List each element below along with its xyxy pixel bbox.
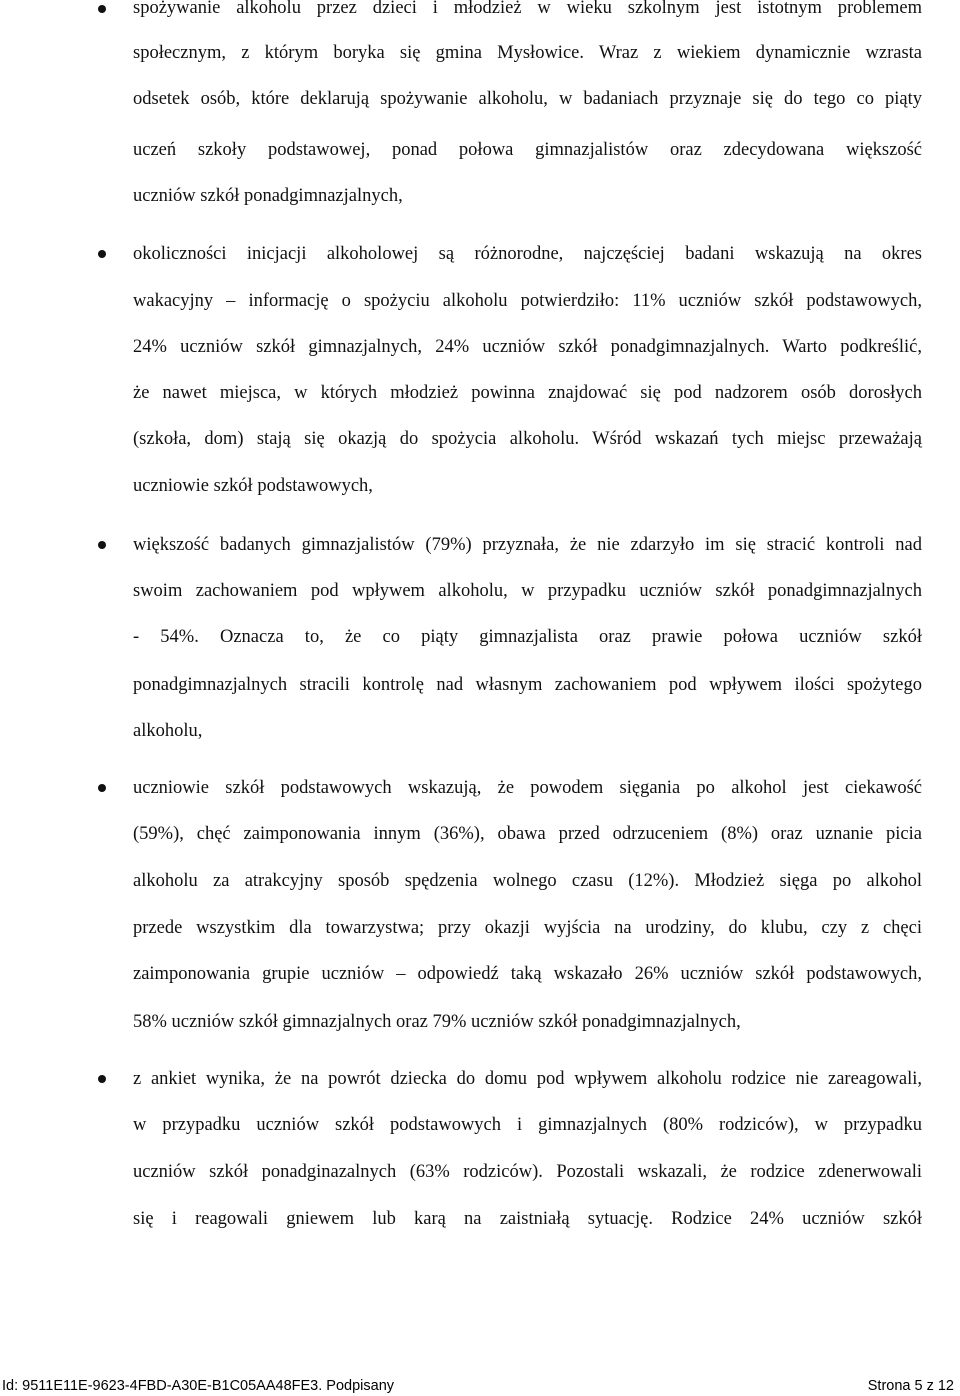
paragraph-line: społecznym, z którym boryka się gmina Mysłowice. Wraz z wiekiem dynamicznie wzrasta <box>133 43 922 63</box>
paragraph-line: okoliczności inicjacji alkoholowej są różnorodne, najczęściej badani wskazują na okres <box>133 244 922 264</box>
paragraph-line: przede wszystkim dla towarzystwa; przy okazji wyjścia na urodziny, do klubu, czy z chęci <box>133 918 922 938</box>
paragraph-line: ponadgimnazjalnych stracili kontrolę nad własnym zachowaniem pod wpływem ilości spożytego <box>133 675 922 695</box>
paragraph-line: alkoholu za atrakcyjny sposób spędzenia wolnego czasu (12%). Młodzież sięga po alkohol <box>133 871 922 891</box>
document-id: Id: 9511E11E-9623-4FBD-A30E-B1C05AA48FE3. Podpisany <box>2 1378 395 1394</box>
paragraph-line: że nawet miejsca, w których młodzież powinna znajdować się pod nadzorem osób dorosłych <box>133 383 922 403</box>
bullet-icon <box>98 250 106 258</box>
page-footer <box>0 1376 960 1396</box>
bullet-icon <box>98 1075 106 1083</box>
paragraph-line: - 54%. Oznacza to, że co piąty gimnazjalista oraz prawie połowa uczniów szkół <box>133 627 922 647</box>
paragraph-line: się i reagowali gniewem lub karą na zaistniałą sytuację. Rodzice 24% uczniów szkół <box>133 1209 922 1229</box>
paragraph-line: (szkoła, dom) stają się okazją do spożycia alkoholu. Wśród wskazań tych miejsc przeważają <box>133 429 922 449</box>
paragraph-line: uczniowie szkół podstawowych wskazują, że powodem sięgania po alkohol jest ciekawość <box>133 778 922 798</box>
bullet-icon <box>98 5 106 13</box>
paragraph-line: w przypadku uczniów szkół podstawowych i gimnazjalnych (80% rodziców), w przypadku <box>133 1115 922 1135</box>
paragraph-line: zaimponowania grupie uczniów – odpowiedź taką wskazało 26% uczniów szkół podstawowych, <box>133 964 922 984</box>
paragraph-line: odsetek osób, które deklarują spożywanie alkoholu, w badaniach przyznaje się do tego co piąty <box>133 89 922 109</box>
paragraph-line: swoim zachowaniem pod wpływem alkoholu, w przypadku uczniów szkół ponadgimnazjalnych <box>133 581 922 601</box>
paragraph-line: 58% uczniów szkół gimnazjalnych oraz 79% uczniów szkół ponadgimnazjalnych, <box>133 1012 741 1032</box>
paragraph-line: uczniowie szkół podstawowych, <box>133 476 373 496</box>
paragraph-line: uczniów szkół ponadginazalnych (63% rodziców). Pozostali wskazali, że rodzice zdenerwowali <box>133 1162 922 1182</box>
paragraph-line: (59%), chęć zaimponowania innym (36%), obawa przed odrzuceniem (8%) oraz uznanie picia <box>133 824 922 844</box>
paragraph-line: uczniów szkół ponadgimnazjalnych, <box>133 186 403 206</box>
paragraph-line: uczeń szkoły podstawowej, ponad połowa gimnazjalistów oraz zdecydowana większość <box>133 140 922 160</box>
paragraph-line: wakacyjny – informację o spożyciu alkoholu potwierdziło: 11% uczniów szkół podstawowych, <box>133 291 922 311</box>
bullet-icon <box>98 784 106 792</box>
paragraph-line: większość badanych gimnazjalistów (79%) przyznała, że nie zdarzyło im się stracić kontroli nad <box>133 535 922 555</box>
paragraph-line: alkoholu, <box>133 721 203 741</box>
paragraph-line: spożywanie alkoholu przez dzieci i młodzież w wieku szkolnym jest istotnym problemem <box>133 0 922 18</box>
page-number: Strona 5 z 12 <box>867 1378 954 1394</box>
paragraph-line: 24% uczniów szkół gimnazjalnych, 24% uczniów szkół ponadgimnazjalnych. Warto podkreślić, <box>133 337 922 357</box>
paragraph-line: z ankiet wynika, że na powrót dziecka do domu pod wpływem alkoholu rodzice nie zareagowali, <box>133 1069 922 1089</box>
bullet-icon <box>98 541 106 549</box>
